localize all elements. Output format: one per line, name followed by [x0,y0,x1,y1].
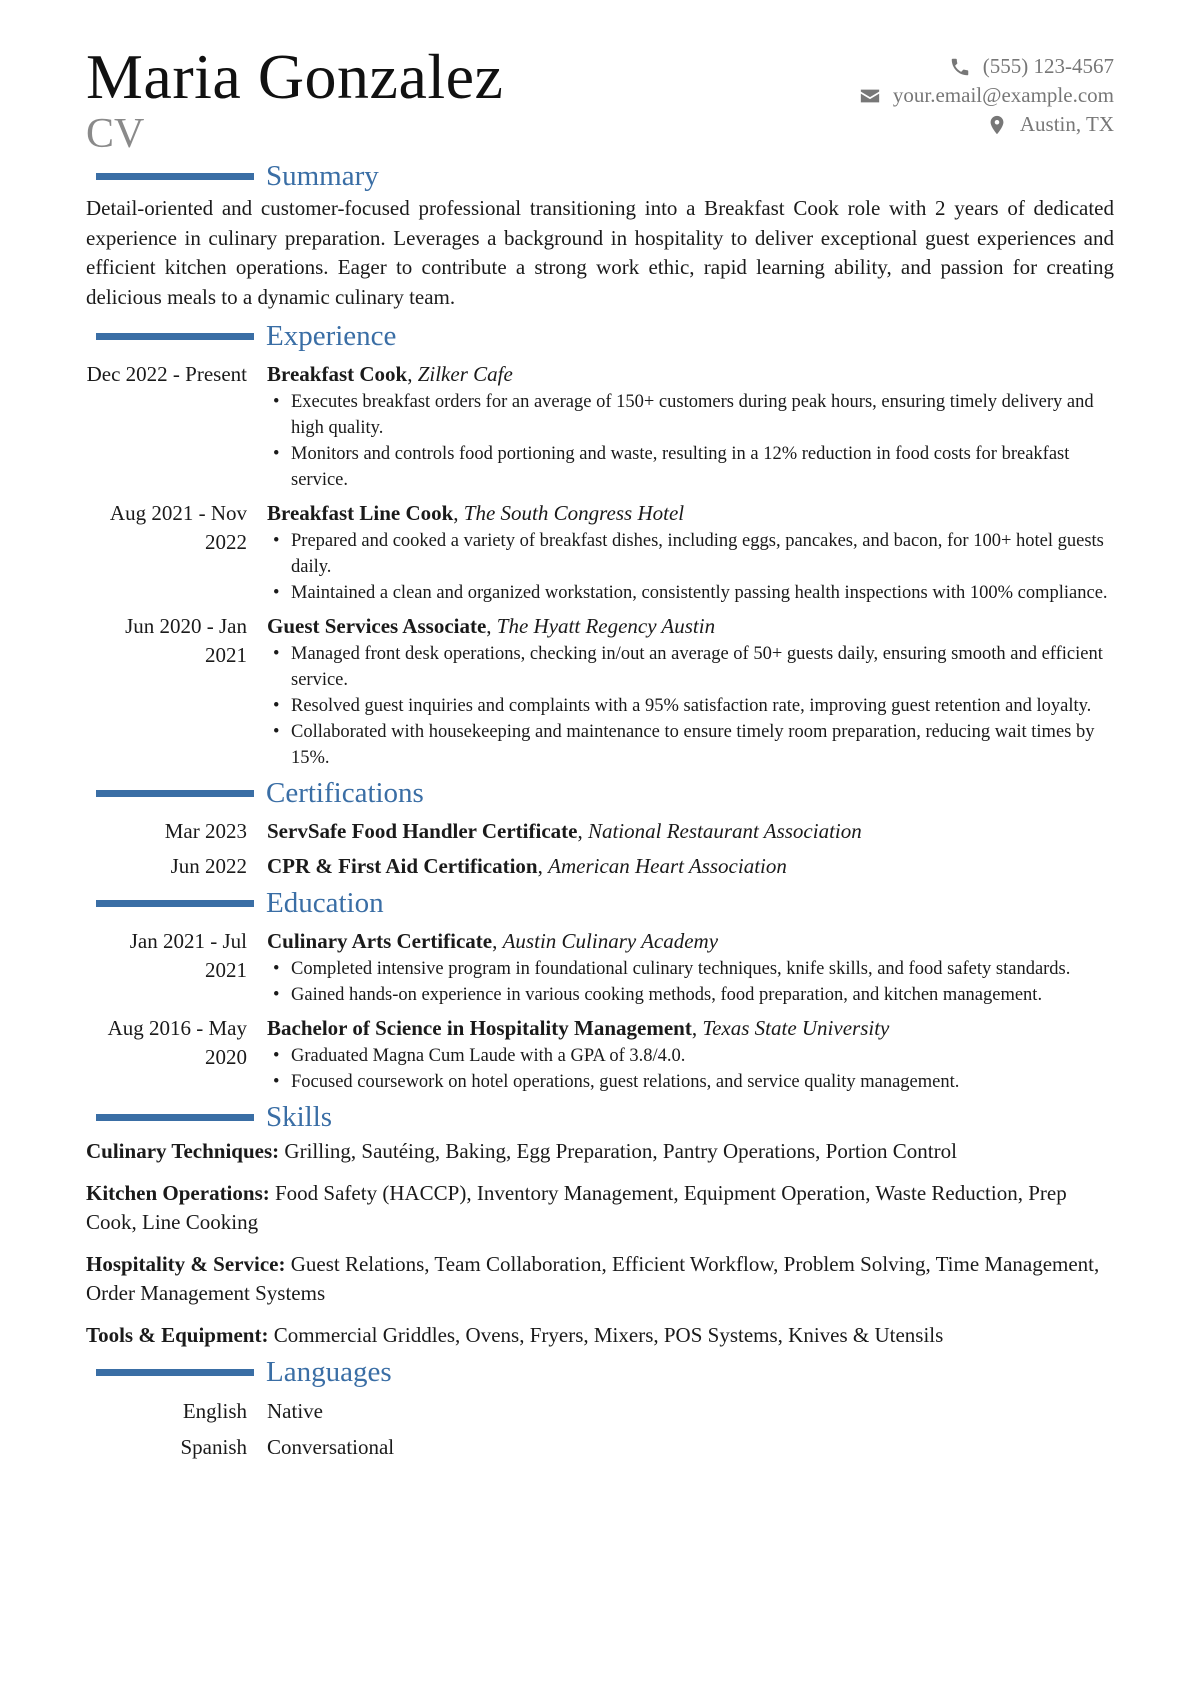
language-level: Conversational [267,1435,395,1459]
certification-entry [86,852,1114,881]
section-certifications [86,775,1114,811]
entry-date: Jun 2022 [170,854,247,878]
section-experience [86,318,1114,354]
education-entry [86,927,1114,1008]
entry-date: Jun 2020 - Jan 2021 [125,614,247,667]
phone-icon [949,56,971,78]
section-languages [86,1354,1114,1390]
certification-entry [86,817,1114,846]
certificate-name: ServSafe Food Handler Certificate [267,819,578,843]
skill-label: Kitchen Operations: [86,1180,270,1205]
bullet-item: • Resolved guest inquiries and complaints with a 95% satisfaction rate, improving guest retention and loyalty. [267,693,1114,719]
language-level: Native [267,1399,323,1423]
education-entry [86,1014,1114,1095]
language-name: Spanish [180,1435,247,1459]
degree-title: Bachelor of Science in Hospitality Management [267,1016,692,1040]
section-title: Languages [266,1356,392,1388]
entry-title: CPR & First Aid Certification, American Heart Association [267,854,787,878]
contact-block [859,52,1114,139]
institution: Texas State University [702,1016,890,1040]
degree-title: Culinary Arts Certificate [267,929,493,953]
map-pin-icon [986,114,1008,136]
skill-values: Food Safety (HACCP), Inventory Management, Equipment Operation, Waste Reduction, Prep Cook, Line Cooking [86,1180,1067,1234]
document-subtitle: CV [86,111,145,157]
entry-title: ServSafe Food Handler Certificate, National Restaurant Association [267,819,862,843]
language-entry [86,1396,1114,1426]
bullet-item: • Graduated Magna Cum Laude with a GPA of 3.8/4.0. [267,1043,1114,1069]
bullet-item: • Completed intensive program in foundational culinary techniques, knife skills, and food safety standards. [267,956,1114,982]
language-name: English [182,1399,247,1423]
skill-group [86,1250,1114,1309]
certificate-name: CPR & First Aid Certification [267,854,538,878]
section-title: Education [266,887,384,919]
header [86,41,1114,157]
location-text: Austin, TX [1019,112,1114,136]
language-entry [86,1432,1114,1462]
section-bar [96,1369,254,1376]
section-bar [96,900,254,907]
phone-text: (555) 123-4567 [982,54,1114,78]
envelope-icon [859,85,881,107]
section-title: Summary [266,160,379,192]
section-summary [86,158,1114,194]
section-bar [96,333,254,340]
institution: Austin Culinary Academy [502,929,719,953]
contact-phone[interactable] [859,52,1114,81]
skill-values: Grilling, Sautéing, Baking, Egg Preparation, Pantry Operations, Portion Control [284,1139,957,1163]
entry-date: Aug 2021 - Nov 2022 [109,501,247,554]
bullet-item: • Managed front desk operations, checking in/out an average of 50+ guests daily, ensuring smooth and efficient service. [267,641,1114,693]
contact-location [859,110,1114,139]
entry-date: Jan 2021 - Jul 2021 [129,929,247,982]
job-title: Breakfast Line Cook [267,501,454,525]
skill-group [86,1137,1114,1167]
entry-title: Breakfast Line Cook, The South Congress Hotel [267,501,685,525]
entry-title: Bachelor of Science in Hospitality Management, Texas State University [267,1016,890,1040]
entry-title: Guest Services Associate, The Hyatt Regency Austin [267,614,716,638]
summary-text: Detail-oriented and customer-focused professional transitioning into a Breakfast Cook role with 2 years of dedicated experience in culinary preparation. Leverages a background in hospitality to deliver exceptional guest experiences and efficient kitchen operations. Eager to contribute a strong work ethic, rapid learning ability, and passion for creating delicious meals to a dynamic culinary team. [86,196,1114,309]
entry-date: Dec 2022 - Present [86,362,247,386]
skill-values: Commercial Griddles, Ovens, Fryers, Mixers, POS Systems, Knives & Utensils [273,1322,944,1347]
job-title: Guest Services Associate [267,614,487,638]
entry-date: Mar 2023 [164,819,247,843]
bullet-item: • Prepared and cooked a variety of breakfast dishes, including eggs, pancakes, and bacon, for 100+ hotel guests daily. [267,528,1114,580]
section-education [86,885,1114,921]
section-title: Certifications [266,777,424,809]
skill-values: Guest Relations, Team Collaboration, Efficient Workflow, Problem Solving, Time Management, Order Management Systems [86,1251,1100,1305]
entry-title: Culinary Arts Certificate, Austin Culinary Academy [267,929,719,953]
employer: The Hyatt Regency Austin [496,614,716,638]
bullet-item: • Focused coursework on hotel operations, guest relations, and service quality management. [267,1069,1114,1095]
skill-group [86,1321,1114,1351]
email-text: your.email@example.com [892,83,1114,107]
bullet-item: • Gained hands-on experience in various cooking methods, food preparation, and kitchen management. [267,982,1114,1008]
employer: Zilker Cafe [417,362,513,386]
section-bar [96,173,254,180]
issuer: National Restaurant Association [587,819,862,843]
bullet-item: • Collaborated with housekeeping and maintenance to ensure timely room preparation, reducing wait times by 15%. [267,719,1114,771]
entry-date: Aug 2016 - May 2020 [107,1016,247,1069]
contact-email[interactable] [859,81,1114,110]
section-title: Experience [266,320,397,352]
job-title: Breakfast Cook [267,362,408,386]
bullet-item: • Executes breakfast orders for an average of 150+ customers during peak hours, ensuring timely delivery and high quality. [267,389,1114,441]
candidate-name: Maria Gonzalez [86,41,504,112]
employer: The South Congress Hotel [463,501,685,525]
cv-page [86,42,1114,1462]
skill-label: Hospitality & Service: [86,1251,286,1276]
skill-label: Culinary Techniques: [86,1139,280,1163]
experience-entry [86,612,1114,771]
bullet-item: • Maintained a clean and organized workstation, consistently passing health inspections with 100% compliance. [267,580,1114,606]
section-skills [86,1099,1114,1135]
section-bar [96,1114,254,1121]
skill-group [86,1179,1114,1238]
bullet-item: • Monitors and controls food portioning and waste, resulting in a 12% reduction in food costs for breakfast service. [267,441,1114,493]
section-title: Skills [266,1101,333,1133]
experience-entry [86,360,1114,493]
section-bar [96,790,254,797]
entry-title: Breakfast Cook, Zilker Cafe [267,362,513,386]
experience-entry [86,499,1114,606]
issuer: American Heart Association [548,854,787,878]
skill-label: Tools & Equipment: [86,1322,269,1347]
